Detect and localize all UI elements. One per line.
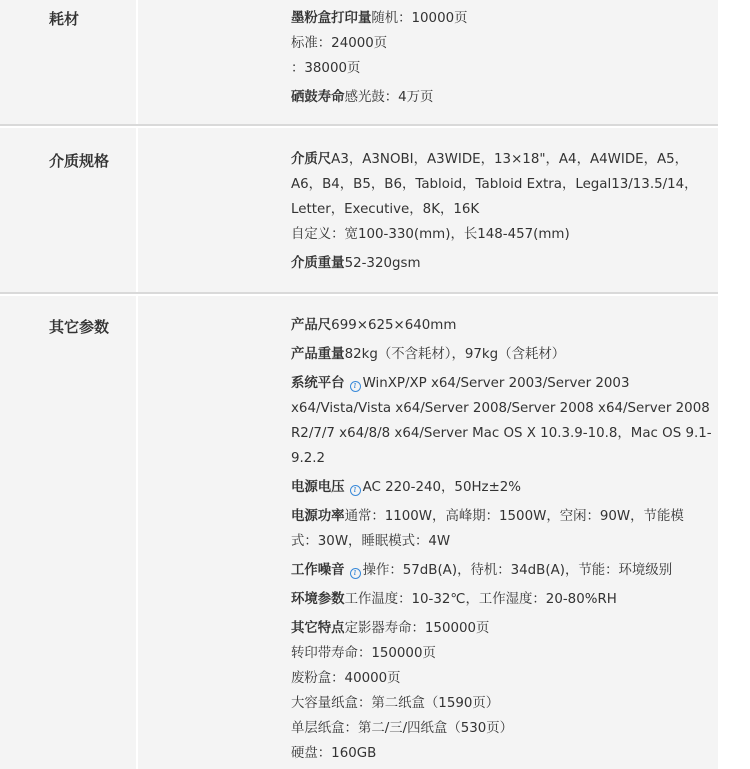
section-body	[291, 6, 708, 110]
spec-key: 硒鼓寿命	[291, 90, 345, 105]
spec-key: 产品尺	[291, 318, 332, 333]
spec-row	[291, 666, 708, 691]
spec-value: 9.2.2	[291, 451, 326, 466]
spec-row	[291, 741, 708, 766]
section-title: 其它参数	[49, 318, 110, 336]
spec-value: 52-320gsm	[344, 256, 421, 271]
section-media	[0, 128, 718, 294]
spec-row	[291, 558, 708, 583]
section-header	[0, 0, 138, 124]
section-body	[291, 313, 712, 766]
spec-row	[291, 147, 708, 172]
spec-row	[291, 396, 708, 421]
spec-key: 工作噪音	[291, 563, 345, 578]
spec-value: 自定义：宽100-330(mm)，长148-457(mm)	[291, 227, 570, 242]
spec-value: Letter，Executive，8K，16K	[291, 202, 480, 217]
spec-key: 电源电压	[291, 480, 345, 495]
spec-row	[291, 475, 708, 500]
spec-value: 感光鼓：4万页	[344, 90, 434, 105]
section-header	[0, 128, 138, 292]
spec-key: 电源功率	[291, 509, 345, 524]
spec-row	[291, 197, 708, 222]
spec-value: ：38000页	[291, 61, 361, 76]
spec-row	[291, 446, 708, 471]
spec-row	[291, 342, 708, 367]
spec-row	[291, 6, 708, 31]
spec-row	[291, 587, 708, 612]
spec-row	[291, 85, 708, 110]
spec-row	[291, 251, 708, 276]
spec-value: 标准：24000页	[291, 36, 388, 51]
spec-key: 其它特点	[291, 621, 345, 636]
section-other-params	[0, 296, 718, 769]
spec-row	[291, 222, 708, 247]
spec-value: R2/7/7 x64/8/8 x64/Server Mac OS X 10.3.9-10.8，Mac OS 9.1-	[291, 426, 712, 441]
spec-row	[291, 641, 708, 666]
spec-value: 通常：1100W，高峰期：1500W，空闲：90W，节能模	[344, 509, 684, 524]
spec-value: x64/Vista/Vista x64/Server 2008/Server 2008 x64/Server 2008	[291, 401, 710, 416]
spec-key: 墨粉盒打印量	[291, 11, 372, 26]
spec-key: 介质尺	[291, 152, 332, 167]
spec-value: 操作：57dB(A)，待机：34dB(A)，节能：环境级别	[362, 563, 673, 578]
info-icon[interactable]: i	[350, 381, 361, 392]
spec-row	[291, 31, 708, 56]
spec-row	[291, 56, 708, 81]
spec-key: 环境参数	[291, 592, 345, 607]
spec-row	[291, 616, 708, 641]
spec-value: AC 220-240，50Hz±2%	[362, 480, 522, 495]
info-icon[interactable]: i	[350, 568, 361, 579]
section-title: 介质规格	[49, 152, 110, 170]
spec-value: A6，B4，B5，B6，Tabloid，Tabloid Extra，Legal13/13.5/14，	[291, 177, 698, 192]
spec-value: 定影器寿命：150000页	[344, 621, 490, 636]
page-margin	[718, 0, 750, 769]
spec-row	[291, 421, 712, 446]
spec-value: 大容量纸盒：第二纸盒（1590页）	[291, 696, 500, 711]
spec-row	[291, 504, 708, 529]
spec-value: 硬盘：160GB	[291, 746, 377, 761]
spec-key: 介质重量	[291, 256, 345, 271]
spec-row	[291, 529, 708, 554]
spec-value: 82kg（不含耗材），97kg（含耗材）	[344, 347, 566, 362]
spec-value: 转印带寿命：150000页	[291, 646, 436, 661]
section-body	[291, 147, 708, 276]
spec-key: 产品重量	[291, 347, 345, 362]
section-consumables	[0, 0, 718, 126]
spec-key: 系统平台	[291, 376, 345, 391]
spec-row	[291, 716, 708, 741]
spec-value: 式：30W，睡眠模式：4W	[291, 534, 451, 549]
spec-value: 废粉盒：40000页	[291, 671, 401, 686]
spec-row	[291, 371, 708, 396]
spec-value: A3，A3NOBI，A3WIDE，13×18"，A4，A4WIDE，A5，	[331, 152, 689, 167]
spec-value: 699×625×640mm	[331, 318, 457, 333]
spec-value: 随机：10000页	[371, 11, 468, 26]
spec-value: 单层纸盒：第二/三/四纸盒（530页）	[291, 721, 514, 736]
spec-value: 工作温度：10-32℃，工作湿度：20-80%RH	[344, 592, 617, 607]
info-icon[interactable]: i	[350, 485, 361, 496]
section-header	[0, 296, 138, 769]
spec-row	[291, 313, 708, 338]
section-title: 耗材	[49, 10, 80, 28]
spec-row	[291, 691, 708, 716]
spec-value: WinXP/XP x64/Server 2003/Server 2003	[362, 376, 630, 391]
spec-row	[291, 172, 708, 197]
